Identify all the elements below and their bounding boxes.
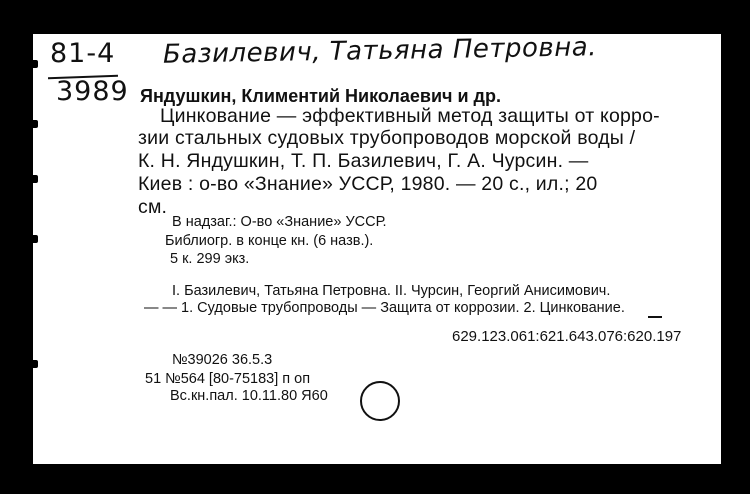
dash-mark bbox=[648, 316, 662, 318]
call-number-bottom: 3989 bbox=[56, 76, 129, 107]
description-line-5: см. bbox=[138, 196, 168, 218]
description-line-1: Цинкование — эффективный метод защиты от корро- bbox=[160, 105, 660, 127]
bottom-line-2: 51 №564 [80-75183] п оп bbox=[145, 371, 311, 387]
circle-stamp bbox=[360, 381, 400, 421]
call-number-top: 81-4 bbox=[50, 38, 116, 69]
description-line-3: К. Н. Яндушкин, Т. П. Базилевич, Г. А. Чурсин. — bbox=[138, 150, 589, 172]
handwritten-author: Базилевич, Татьяна Петровна. bbox=[162, 32, 598, 70]
description-line-4: Киев : о-во «Знание» УССР, 1980. — 20 с., ил.; 20 bbox=[138, 173, 598, 195]
card-edge-marks bbox=[28, 60, 38, 420]
main-entry-heading: Яндушкин, Климентий Николаевич и др. bbox=[140, 86, 501, 106]
tracing-line-1: I. Базилевич, Татьяна Петровна. II. Чурсин, Георгий Анисимович. bbox=[172, 283, 611, 299]
note-line-2: Библиогр. в конце кн. (6 назв.). bbox=[165, 233, 374, 249]
udc-code: 629.123.061:621.643.076:620.197 bbox=[452, 328, 682, 345]
note-line-3: 5 к. 299 экз. bbox=[170, 251, 250, 267]
note-line-1: В надзаг.: О-во «Знание» УССР. bbox=[172, 214, 387, 230]
description-line-2: зии стальных судовых трубопроводов морской воды / bbox=[138, 127, 636, 149]
scan-border-right bbox=[721, 0, 750, 494]
bottom-line-1: №39026 36.5.3 bbox=[172, 352, 273, 368]
scan-border-bottom bbox=[0, 466, 750, 494]
tracing-line-2: — — 1. Судовые трубопроводы — Защита от коррозии. 2. Цинкование. bbox=[144, 300, 625, 316]
bottom-line-3: Вс.кн.пал. 10.11.80 Я60 bbox=[170, 388, 328, 404]
